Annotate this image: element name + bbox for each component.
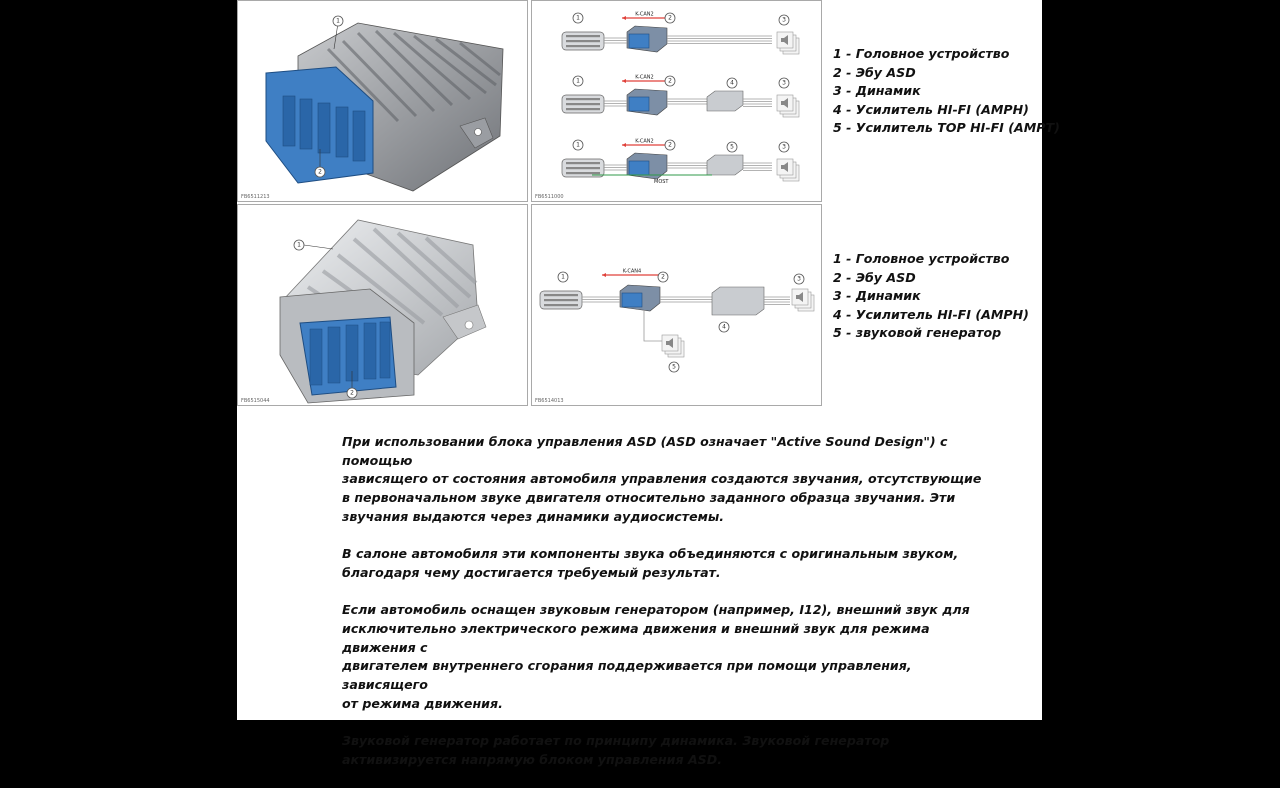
legend-item: 2 - Эбу ASD (833, 269, 916, 285)
amplifier-icon (712, 287, 764, 315)
legend-item: 2 - Эбу ASD (833, 64, 916, 80)
paragraph: Звуковой генератор работает по принципу динамика. Звуковой генератор активизируется напрямую блоком управления ASD. (342, 733, 890, 767)
legend-top (833, 45, 1060, 138)
callout-1: 1 (336, 17, 340, 25)
wiring-diagram-2 (532, 205, 823, 407)
legend-item: 1 - Головное устройство (833, 46, 1010, 61)
callout-number: 3 (782, 79, 786, 87)
asd-ecu-icon (627, 89, 667, 115)
most-label: MOST (654, 179, 669, 185)
amplifier-icon (707, 91, 743, 111)
figure-code: FB6511000 (535, 194, 564, 200)
k-can-arrow (602, 273, 606, 277)
head-unit-icon (562, 32, 604, 50)
ecu-photo-panel-2 (237, 204, 528, 406)
speaker-icon (777, 95, 799, 117)
callout-number: 1 (576, 77, 580, 85)
legend-bottom (833, 250, 1029, 343)
callout-1: 1 (297, 241, 301, 249)
callout-number: 3 (797, 275, 801, 283)
speaker-icon (777, 32, 799, 54)
legend-item: 1 - Головное устройство (833, 251, 1010, 266)
k-can-arrow (622, 79, 626, 83)
figure-code: FB6515044 (241, 398, 270, 404)
k-can-label: K-CAN2 (635, 138, 654, 145)
speaker-icon (777, 159, 799, 181)
callout-number: 5 (672, 363, 676, 371)
legend-item: 4 - Усилитель HI-FI (AMPH) (833, 101, 1029, 117)
asd-ecu-illustration-1 (238, 1, 529, 203)
figure-code: FB6511213 (241, 194, 270, 200)
callout-2: 2 (318, 168, 322, 176)
callout-number: 2 (668, 77, 672, 85)
k-can-label: K-CAN2 (635, 11, 654, 18)
callout-number: 2 (668, 141, 672, 149)
wiring-diagram-panel-1 (531, 0, 822, 202)
k-can-arrow (622, 143, 626, 147)
legend-item: 5 - Усилитель TOP HI-FI (AMPT) (833, 120, 1060, 136)
speaker-icon (792, 289, 814, 311)
callout-number: 5 (730, 143, 734, 151)
slide (237, 0, 1060, 767)
figure-code: FB6514013 (535, 398, 564, 404)
callout-number: 3 (782, 143, 786, 151)
ecu-photo-panel-1 (237, 0, 528, 202)
wiring-diagram-panel-2 (531, 204, 822, 406)
legend-item: 3 - Динамик (833, 83, 921, 99)
body-text (342, 433, 982, 788)
k-can-arrow (622, 16, 626, 20)
callout-number: 4 (730, 79, 734, 87)
asd-ecu-illustration-2 (238, 205, 529, 407)
callout-number: 4 (722, 323, 726, 331)
asd-ecu-icon (627, 26, 667, 52)
callout-number: 2 (661, 273, 665, 281)
speaker-icon (662, 335, 684, 357)
paragraph: Если автомобиль оснащен звуковым генератором (например, I12), внешний звук для исключительно электрического режима движения и внешний звук для режима движения с двигателем внутреннего сгорания поддерживается при помощи управления, зависящего от режима движения. (342, 602, 970, 711)
legend-item: 5 - звуковой генератор (833, 325, 1002, 341)
callout-number: 1 (561, 273, 565, 281)
head-unit-icon (540, 291, 582, 309)
callout-number: 2 (668, 14, 672, 22)
paragraph: При использовании блока управления ASD (ASD означает "Active Sound Design") с помощью зависящего от состояния автомобиля управления создаются звучания, отсутствующие в первоначальном звуке двигателя относительно заданного образца звучания. Эти звучания выдаются через динамики аудиосистемы. (342, 434, 982, 524)
k-can-label: K-CAN4 (622, 268, 642, 275)
wiring-diagram-1 (532, 1, 823, 203)
amplifier-icon (707, 155, 743, 175)
legend-item: 3 - Динамик (833, 288, 921, 304)
head-unit-icon (562, 95, 604, 113)
callout-2: 2 (350, 389, 354, 397)
k-can-label: K-CAN2 (635, 74, 654, 81)
head-unit-icon (562, 159, 604, 177)
paragraph: В салоне автомобиля эти компоненты звука объединяются с оригинальным звуком, благодаря чему достигается требуемый результат. (342, 546, 959, 580)
callout-number: 1 (576, 14, 580, 22)
callout-number: 3 (782, 16, 786, 24)
callout-number: 1 (576, 141, 580, 149)
audio-wire (644, 311, 662, 341)
legend-item: 4 - Усилитель HI-FI (AMPH) (833, 306, 1029, 322)
asd-ecu-icon (620, 285, 660, 311)
